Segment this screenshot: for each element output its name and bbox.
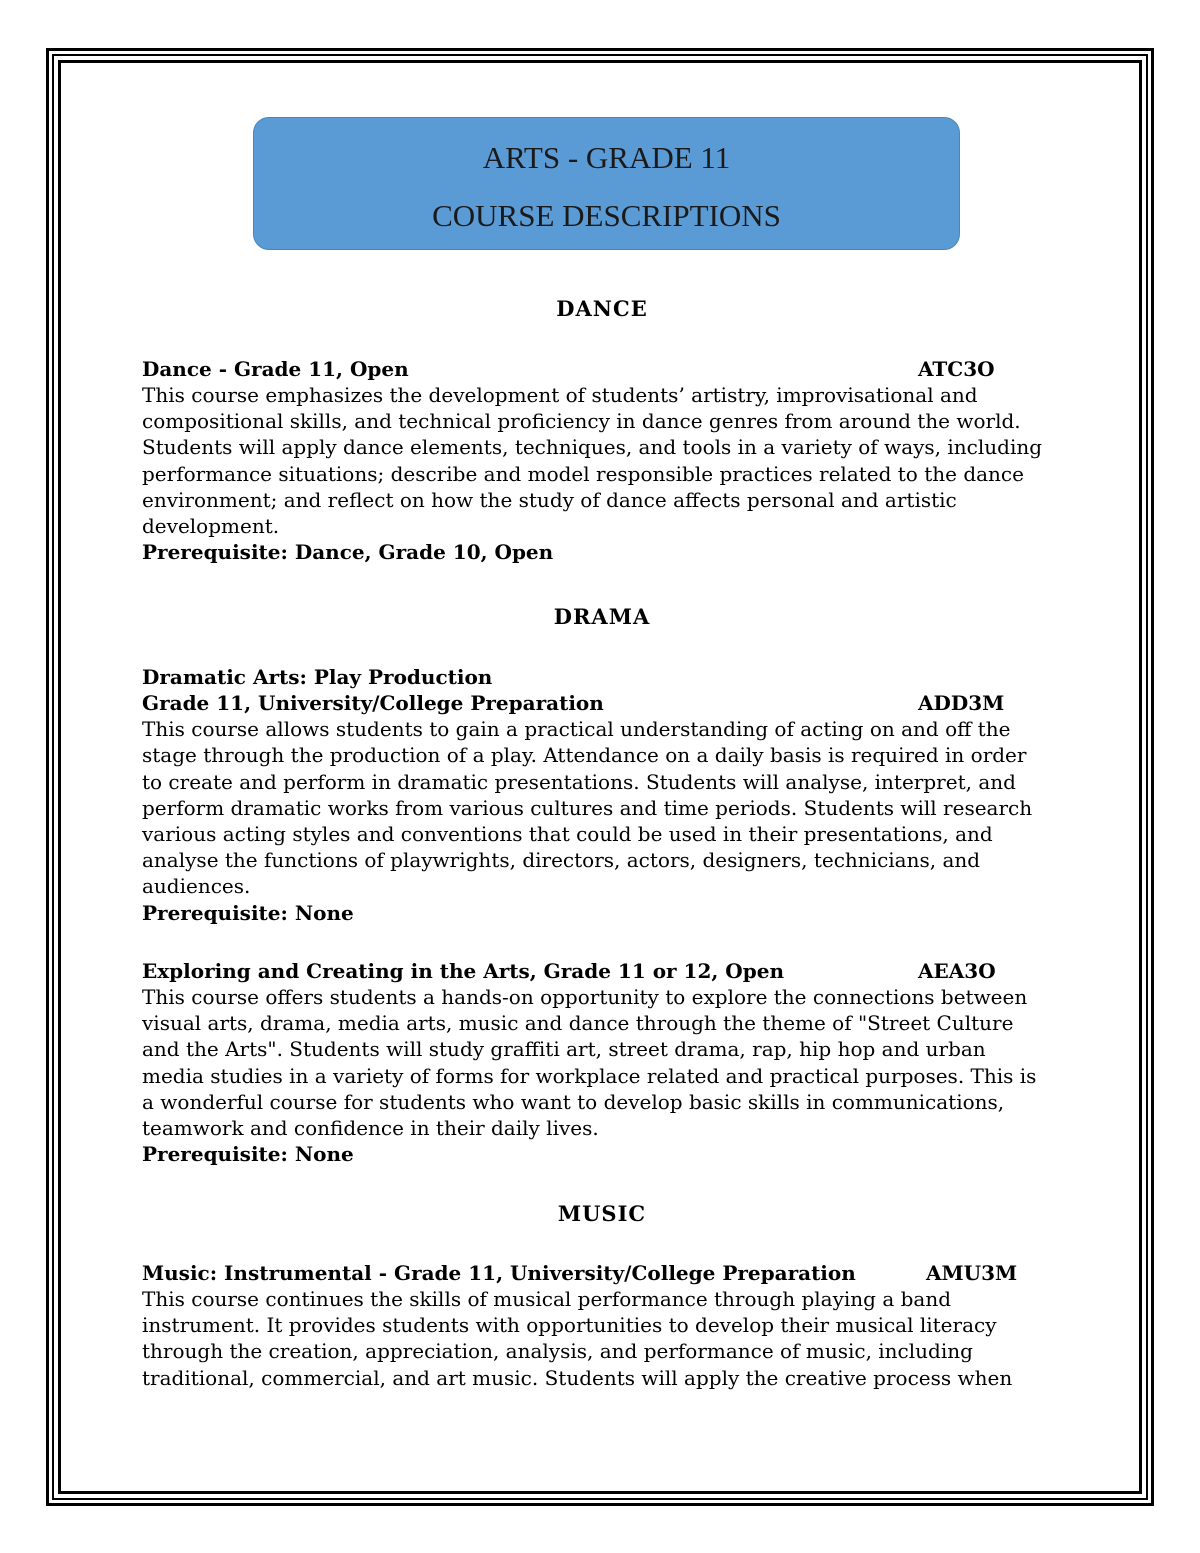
description-line: visual arts, drama, media arts, music and dance through the theme of "Street Culture (142, 1011, 1014, 1036)
course-dance (142, 356, 1062, 565)
description-line: a wonderful course for students who want to develop basic skills in communications, (142, 1089, 1005, 1114)
description-line: environment; and reflect on how the study of dance affects personal and artistic (142, 487, 957, 512)
course-drama-play-production (142, 664, 1062, 926)
course-code: AMU3M (926, 1261, 1018, 1285)
description-line: and the Arts". Students will study graffiti art, street drama, rap, hip hop and urban (142, 1037, 986, 1062)
description-line: This course emphasizes the development of students’ artistry, improvisational and (142, 383, 978, 407)
description-line: This course allows students to gain a practical understanding of acting on and off the (142, 717, 1011, 742)
description-line: various acting styles and conventions that could be used in their presentations, and (142, 822, 993, 847)
description-line: teamwork and confidence in their daily lives. (142, 1116, 599, 1141)
course-prerequisite: Prerequisite: Dance, Grade 10, Open (142, 540, 554, 565)
course-title: Music: Instrumental - Grade 11, University/College Preparation (142, 1261, 856, 1285)
description-line: Students will apply dance elements, techniques, and tools in a variety of ways, including (142, 435, 1043, 460)
page-title: ARTS - GRADE 11 (482, 140, 731, 175)
description-line: to create and perform in dramatic presentations. Students will analyse, interpret, and (142, 769, 1016, 794)
description-line: instrument. It provides students with opportunities to develop their musical literacy (142, 1313, 997, 1338)
course-title: Dance - Grade 11, Open (142, 357, 409, 381)
course-exploring-creating-arts (142, 958, 1062, 1167)
page-subtitle: COURSE DESCRIPTIONS (432, 198, 781, 233)
description-line: development. (142, 514, 280, 539)
course-title: Exploring and Creating in the Arts, Grade 11 or 12, Open (142, 959, 784, 983)
course-subtitle: Grade 11, University/College Preparation (142, 691, 604, 716)
description-line: through the creation, appreciation, analysis, and performance of music, including (142, 1339, 973, 1364)
section-heading-music: MUSIC (557, 1201, 647, 1226)
course-description (142, 984, 1062, 1141)
course-music-instrumental (142, 1260, 1062, 1391)
course-description (142, 382, 1062, 539)
course-code: AEA3O (918, 959, 996, 983)
description-line: perform dramatic works from various cultures and time periods. Students will research (142, 795, 1033, 820)
section-heading-dance: DANCE (556, 296, 648, 321)
description-line: This course offers students a hands-on opportunity to explore the connections between (142, 985, 1028, 1009)
description-line: traditional, commercial, and art music. Students will apply the creative process when (142, 1365, 1013, 1390)
course-prerequisite: Prerequisite: None (142, 1142, 354, 1167)
description-line: analyse the functions of playwrights, directors, actors, designers, technicians, and (142, 848, 981, 873)
description-line: audiences. (142, 874, 251, 899)
description-line: compositional skills, and technical proficiency in dance genres from around the world. (142, 409, 1021, 434)
course-description (142, 1286, 1062, 1391)
description-line: media studies in a variety of forms for workplace related and practical purposes. This is (142, 1063, 1037, 1088)
title-banner (253, 117, 960, 250)
description-line: stage through the production of a play. Attendance on a daily basis is required in order (142, 743, 1027, 768)
course-code: ATC3O (918, 357, 995, 381)
course-code: ADD3M (918, 691, 1005, 716)
description-line: This course continues the skills of musical performance through playing a band (142, 1287, 952, 1311)
description-line: performance situations; describe and model responsible practices related to the dance (142, 461, 1024, 486)
section-heading-drama: DRAMA (553, 604, 651, 629)
course-title: Dramatic Arts: Play Production (142, 665, 493, 689)
course-prerequisite: Prerequisite: None (142, 900, 354, 925)
course-description (142, 716, 1062, 899)
